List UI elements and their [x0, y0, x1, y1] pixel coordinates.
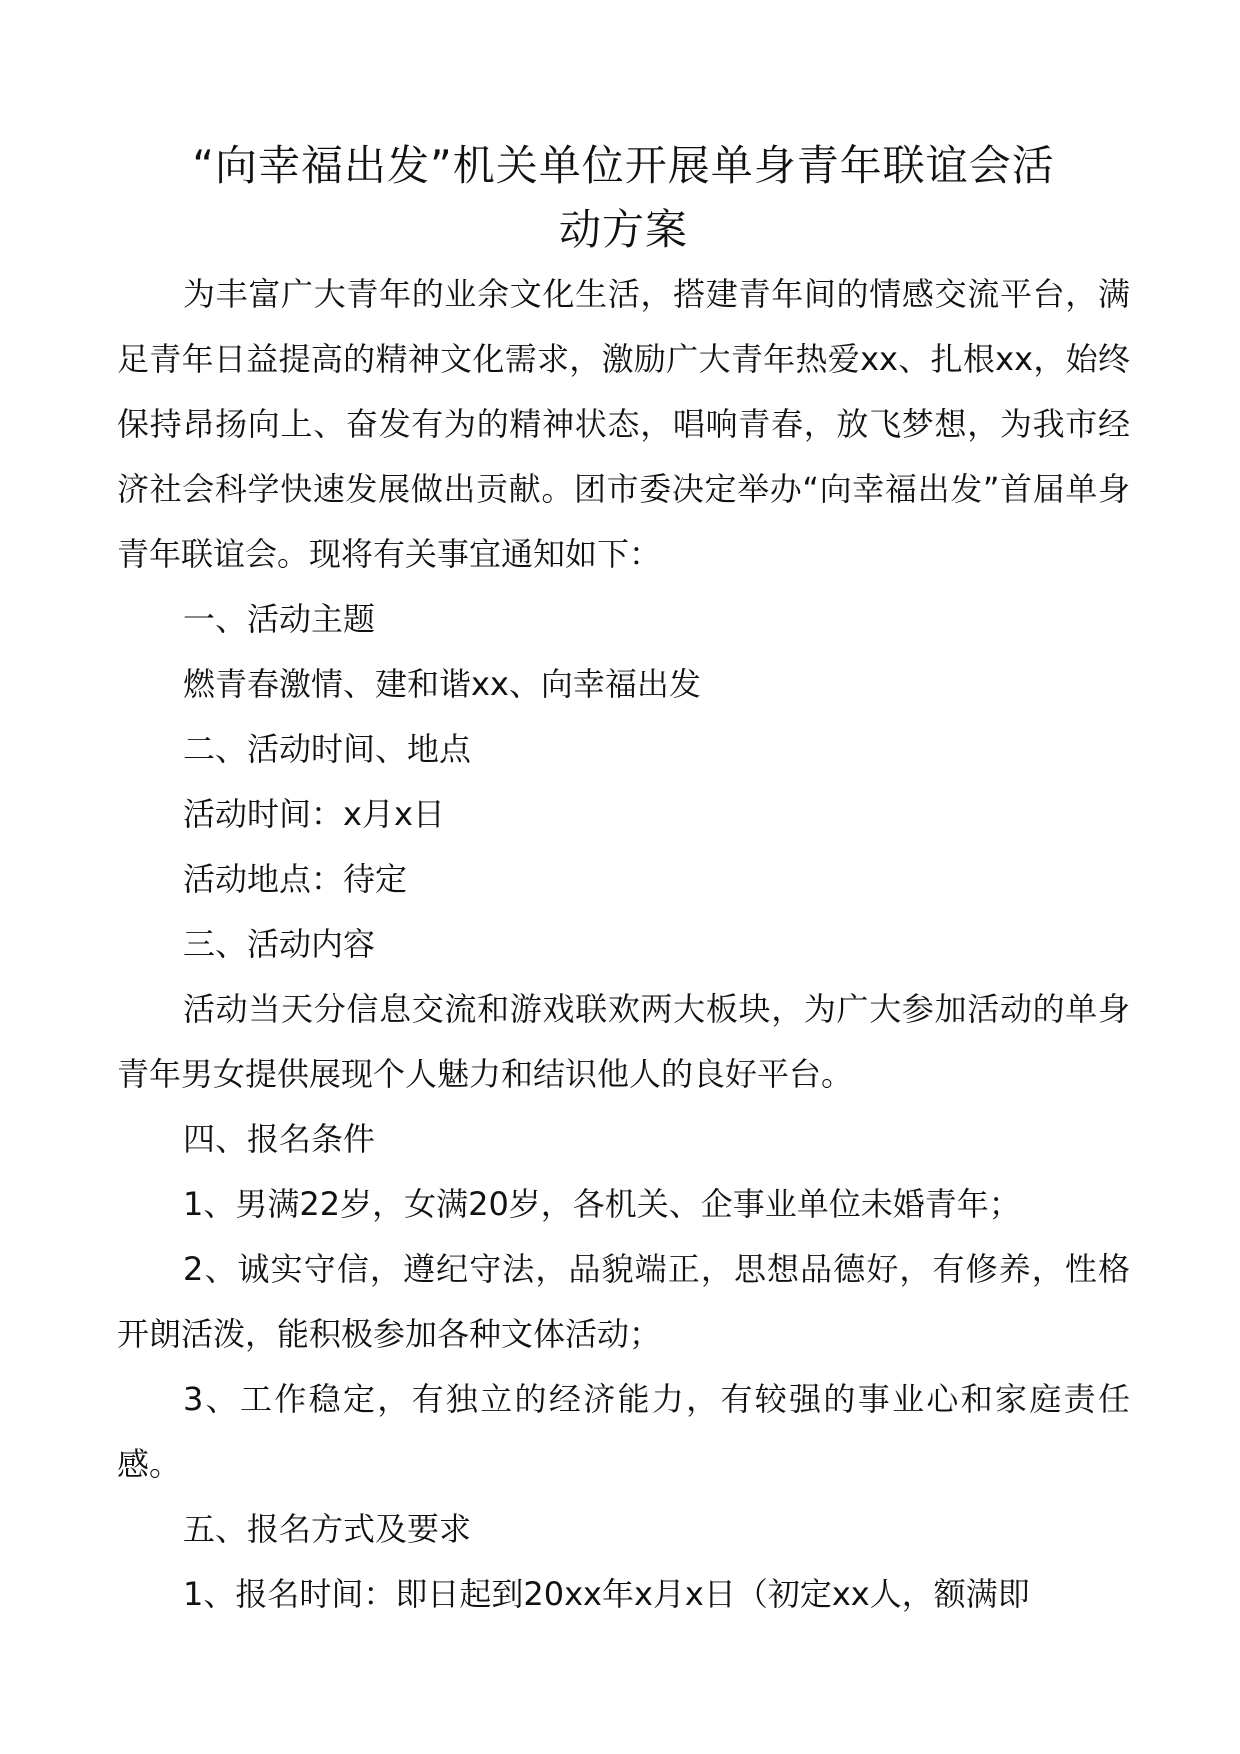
intro-paragraph: 为丰富广大青年的业余文化生活，搭建青年间的情感交流平台，满足青年日益提高的精神文化需求，激励广大青年热爱xx、扎根xx，始终保持昂扬向上、奋发有为的精神状态，唱响青春，放飞梦想，为我市经济社会科学快速发展做出贡献。团市委决定举办“向幸福出发”首届单身青年联谊会。现将有关事宜通知如下： — [117, 275, 1130, 573]
condition-item-3: 3、工作稳定，有独立的经济能力，有较强的事业心和家庭责任感。 — [117, 1380, 1130, 1483]
condition-item-2: 2、诚实守信，遵纪守法，品貌端正，思想品德好，有修养，性格开朗活泼，能积极参加各种文体活动； — [117, 1250, 1130, 1353]
title-line-2: 动方案 — [558, 205, 688, 254]
activity-time: 活动时间：x月x日 — [183, 795, 445, 833]
registration-item-1: 1、报名时间：即日起到20xx年x月x日（初定xx人，额满即 — [183, 1575, 1030, 1613]
section-heading-theme: 一、活动主题 — [183, 600, 376, 638]
activity-place: 活动地点：待定 — [183, 860, 408, 898]
section-heading-time-place: 二、活动时间、地点 — [183, 730, 472, 768]
title-line-1: “向幸福出发”机关单位开展单身青年联谊会活 — [192, 141, 1055, 190]
content-paragraph: 活动当天分信息交流和游戏联欢两大板块，为广大参加活动的单身青年男女提供展现个人魅力和结识他人的良好平台。 — [117, 990, 1130, 1093]
condition-item-1: 1、男满22岁，女满20岁，各机关、企事业单位未婚青年； — [183, 1185, 1021, 1223]
theme-text: 燃青春激情、建和谐xx、向幸福出发 — [183, 665, 701, 703]
document-title — [117, 134, 1130, 262]
section-heading-content: 三、活动内容 — [183, 925, 376, 963]
document-body — [117, 262, 1130, 1627]
section-heading-registration: 五、报名方式及要求 — [183, 1510, 472, 1548]
section-heading-conditions: 四、报名条件 — [183, 1120, 376, 1158]
